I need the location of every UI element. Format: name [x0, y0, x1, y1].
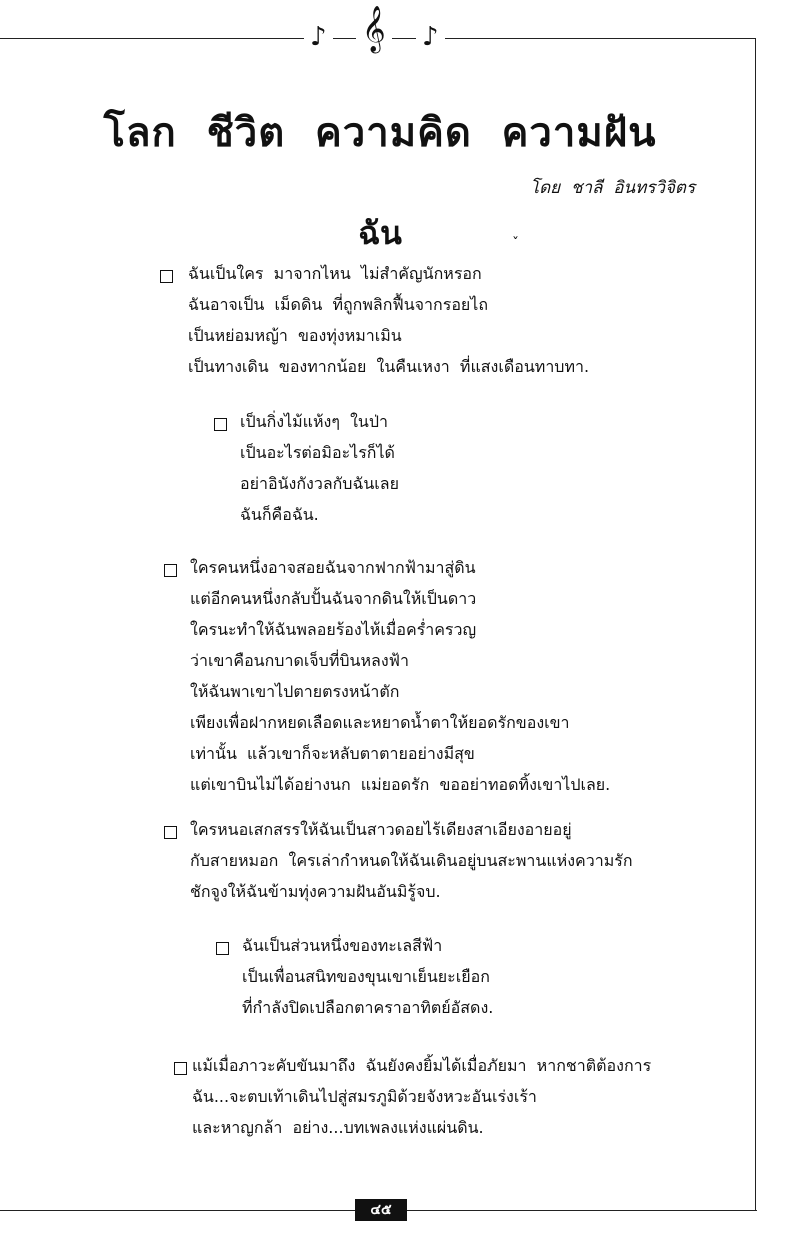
poem-line: แม้เมื่อภาวะคับขันมาถึง ฉันยังคงยิ้มได้เมื่อภัยมา หากชาติต้องการ	[192, 1056, 652, 1075]
poem-title: ฉัน	[358, 214, 402, 252]
poem-line: ให้ฉันพาเขาไปตายตรงหน้าตัก	[190, 682, 400, 701]
music-note-icon: ♪	[304, 22, 333, 52]
poem-line: เป็นทางเดิน ของทากน้อย ในคืนเหงา ที่แสงเดือนทาบทา.	[188, 357, 590, 376]
bullet-square-icon	[174, 1062, 187, 1075]
poem-line: ที่กำลังปิดเปลือกตาคราอาทิตย์อัสดง.	[242, 998, 494, 1017]
bullet-square-icon	[216, 942, 229, 955]
poem-line: กับสายหมอก ใครเล่ากำหนดให้ฉันเดินอยู่บนสะพานแห่งความรัก	[190, 851, 633, 870]
poem-line: ฉันเป็นใคร มาจากไหน ไม่สำคัญนักหรอก	[188, 264, 482, 283]
poem-line: อย่าอินังกังวลกับฉันเลย	[240, 474, 399, 493]
poem-line: ฉันก็คือฉัน.	[240, 505, 319, 524]
bullet-square-icon	[160, 270, 173, 283]
stanza	[190, 814, 633, 907]
poem-line: เป็นกิ่งไม้แห้งๆ ในป่า	[240, 412, 388, 431]
author-byline: โดย ชาลี อินทรวิจิตร	[530, 178, 696, 198]
page-title: โลก ชีวิต ความคิด ความฝัน	[103, 110, 657, 156]
stray-mark: ˇ	[512, 236, 519, 252]
poem-line: เป็นหย่อมหญ้า ของทุ่งหมาเมิน	[188, 326, 402, 345]
poem-line: ฉันเป็นส่วนหนึ่งของทะเลสีฟ้า	[242, 936, 443, 955]
bullet-square-icon	[164, 564, 177, 577]
stanza	[242, 930, 493, 1023]
stanza	[190, 552, 610, 800]
poem-line: และหาญกล้า อย่าง...บทเพลงแห่งแผ่นดิน.	[192, 1118, 484, 1137]
treble-clef-icon: 𝄞	[356, 6, 392, 52]
stanza	[192, 1050, 651, 1143]
music-note-icon: ♪	[416, 22, 445, 52]
stanza	[188, 258, 589, 382]
bullet-square-icon	[214, 418, 227, 431]
poem-line: ฉัน...จะตบเท้าเดินไปสู่สมรภูมิด้วยจังหวะอันเร่งเร้า	[192, 1087, 537, 1106]
stanza	[240, 406, 399, 530]
poem-line: ใครหนอเสกสรรให้ฉันเป็นสาวดอยไร้เดียงสาเอียงอายอยู่	[190, 820, 572, 839]
page-number: ๔๕	[355, 1199, 407, 1221]
poem-line: แต่อีกคนหนึ่งกลับปั้นฉันจากดินให้เป็นดาว	[190, 589, 477, 608]
poem-line: ใครนะทำให้ฉันพลอยร้องไห้เมื่อคร่ำครวญ	[190, 620, 477, 639]
poem-line: ใครคนหนึ่งอาจสอยฉันจากฟากฟ้ามาสู่ดิน	[190, 558, 476, 577]
poem-line: แต่เขาบินไม่ได้อย่างนก แม่ยอดรัก ขออย่าทอดทิ้งเขาไปเลย.	[190, 775, 611, 794]
poem-line: เท่านั้น แล้วเขาก็จะหลับตาตายอย่างมีสุข	[190, 744, 475, 763]
poem-line: ฉันอาจเป็น เม็ดดิน ที่ถูกพลิกฟื้นจากรอยไถ	[188, 295, 489, 314]
poem-line: เพียงเพื่อฝากหยดเลือดและหยาดน้ำตาให้ยอดรักของเขา	[190, 713, 570, 732]
poem-line: เป็นอะไรต่อมิอะไรก็ได้	[240, 443, 395, 462]
poem-line: ว่าเขาคือนกบาดเจ็บที่บินหลงฟ้า	[190, 651, 409, 670]
poem-line: เป็นเพื่อนสนิทของขุนเขาเย็นยะเยือก	[242, 967, 490, 986]
poem-line: ชักจูงให้ฉันข้ามทุ่งความฝันอันมิรู้จบ.	[190, 882, 441, 901]
bullet-square-icon	[164, 826, 177, 839]
